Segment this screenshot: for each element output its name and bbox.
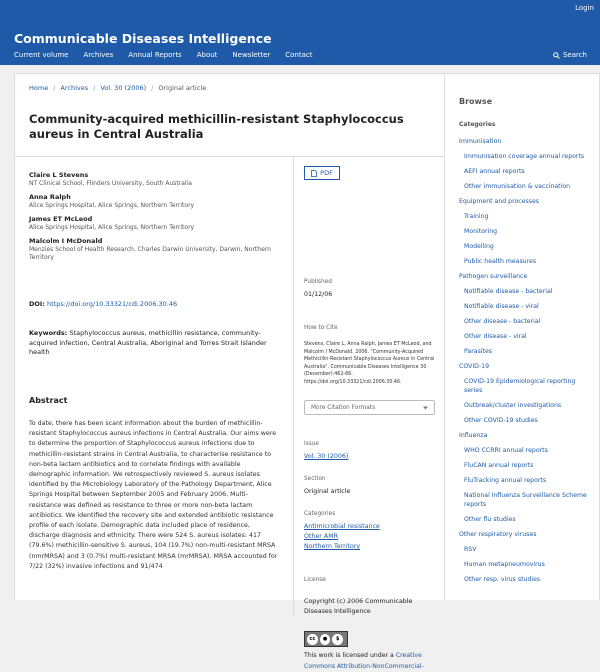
sidebar-subcategory-link[interactable]: AEFI annual reports <box>464 168 525 175</box>
breadcrumb-archives[interactable]: Archives <box>60 84 89 92</box>
divider <box>15 156 446 157</box>
breadcrumb-separator: / <box>53 84 56 92</box>
author-name: James ET McLeod <box>29 215 93 223</box>
sidebar-subcategory-link[interactable]: Outbreak/cluster investigations <box>464 402 562 409</box>
sidebar-subcategory-link[interactable]: WHO CCRRI annual reports <box>464 447 548 454</box>
sidebar-subcategory-link[interactable]: Other disease - viral <box>464 333 527 340</box>
author <box>29 193 279 210</box>
article-categories <box>304 522 380 552</box>
published-label: Published <box>304 279 332 285</box>
nav-newsletter[interactable]: Newsletter <box>232 51 271 59</box>
pdf-label: PDF <box>320 169 333 177</box>
copyright-text: Copyright (c) 2006 Communicable Diseases Intelligence <box>304 598 413 615</box>
author-name: Claire L Stevens <box>29 171 89 179</box>
column-divider <box>293 156 294 616</box>
sidebar-subcategory-link[interactable]: Other immunisation & vaccination <box>464 183 571 190</box>
published-date: 01/12/06 <box>304 291 333 298</box>
sidebar-subcategory-link[interactable]: Training <box>464 213 489 220</box>
doi-link[interactable]: https://doi.org/10.33321/cdi.2006.30.46 <box>47 300 178 308</box>
category-list <box>459 137 594 590</box>
breadcrumb <box>29 84 206 92</box>
author <box>29 171 279 188</box>
breadcrumb-current: Original article <box>158 84 207 92</box>
author-name: Malcolm I McDonald <box>29 237 103 245</box>
categories-heading: Categories <box>459 121 496 128</box>
article-main <box>14 73 445 670</box>
sidebar-subcategory-link[interactable]: Public health measures <box>464 258 537 265</box>
site-header <box>0 0 600 65</box>
nav-archives[interactable]: Archives <box>83 51 114 59</box>
license-text <box>304 651 436 672</box>
category-link[interactable]: Other AMR <box>304 533 338 540</box>
license-sentence: This work is licensed under a <box>304 652 394 659</box>
breadcrumb-separator: / <box>151 84 154 92</box>
author-affiliation: NT Clinical School, Flinders University, South Australia <box>29 180 192 187</box>
keywords-label: Keywords: <box>29 329 68 337</box>
browse-heading: Browse <box>459 97 493 106</box>
issue-link[interactable]: Vol. 30 (2006) <box>304 453 349 460</box>
sidebar-subcategory-link[interactable]: Other COVID-19 studies <box>464 417 538 424</box>
nav-about[interactable]: About <box>196 51 218 59</box>
keywords <box>29 329 279 358</box>
citation-format-select[interactable] <box>304 400 435 415</box>
sidebar-subcategory-link[interactable]: Other disease - bacterial <box>464 318 541 325</box>
breadcrumb-separator: / <box>93 84 96 92</box>
breadcrumb-issue[interactable]: Vol. 30 (2006) <box>100 84 147 92</box>
doi <box>29 300 177 308</box>
file-pdf-icon <box>311 170 317 177</box>
sidebar-category-link[interactable]: Influenza <box>459 432 488 439</box>
category-link[interactable]: Antimicrobial resistance <box>304 523 380 530</box>
keywords-value: Staphylococcus aureus, methicillin resistance, community-acquired infection, Central Australia, Aboriginal and Torres Strait Islander health <box>29 329 267 356</box>
site-title[interactable]: Communicable Diseases Intelligence <box>14 31 272 46</box>
pdf-button[interactable] <box>304 166 340 180</box>
sidebar-subcategory-link[interactable]: RSV <box>464 546 477 553</box>
sidebar-category-link[interactable]: Immunisation <box>459 138 502 145</box>
sidebar-subcategory-link[interactable]: Other flu studies <box>464 516 516 523</box>
sidebar-subcategory-link[interactable]: Other resp. virus studies <box>464 576 541 583</box>
doi-label: DOI: <box>29 300 45 308</box>
category-link[interactable]: Northern Territory <box>304 543 361 550</box>
citation-text: Stevens, Claire L, Anna Ralph, James ET McLeod, and Malcolm I McDonald. 2006. "Community-Acquired Methicillin-Resistant Staphylococcus Aureus in Central Australia". Communicable Diseases Intelligence 30 (December):462-66. https://doi.org/10.33321/cdi.2006.30.46. <box>304 342 435 385</box>
author-affiliation: Alice Springs Hospital, Alice Springs, Northern Territory <box>29 224 195 231</box>
section-label: Section <box>304 476 326 482</box>
author <box>29 215 279 232</box>
search-icon <box>553 52 560 59</box>
breadcrumb-home[interactable]: Home <box>29 84 49 92</box>
author-name: Anna Ralph <box>29 193 71 201</box>
by-icon: ● <box>320 634 331 645</box>
cc-license-badge[interactable] <box>304 631 348 647</box>
issue-label: Issue <box>304 441 319 447</box>
sidebar-subcategory-link[interactable]: National Influenza Surveillance Scheme reports <box>464 492 587 508</box>
sidebar-category-link[interactable]: COVID-19 <box>459 363 490 370</box>
main-nav <box>14 51 328 59</box>
sidebar-subcategory-link[interactable]: Monitoring <box>464 228 498 235</box>
sidebar-subcategory-link[interactable]: Immunisation coverage annual reports <box>464 153 585 160</box>
article-title: Community-acquired methicillin-resistant Staphylococcus aureus in Central Australia <box>29 112 404 141</box>
sidebar-subcategory-link[interactable]: Human metapneumovirus <box>464 561 545 568</box>
author-list <box>29 171 279 267</box>
sidebar-subcategory-link[interactable]: FluCAN annual reports <box>464 462 534 469</box>
sidebar-subcategory-link[interactable]: Notifiable disease - bacterial <box>464 288 553 295</box>
browse-sidebar <box>445 73 600 600</box>
sidebar-subcategory-link[interactable]: COVID-19 Epidemiological reporting series <box>464 378 576 394</box>
license-link[interactable]: Creative Commons Attribution-NonCommercial- <box>304 652 424 670</box>
sidebar-subcategory-link[interactable]: FluTracking annual reports <box>464 477 547 484</box>
abstract-heading: Abstract <box>29 396 68 405</box>
chevron-down-icon <box>423 406 428 410</box>
nav-contact[interactable]: Contact <box>285 51 313 59</box>
sidebar-subcategory-link[interactable]: Notifiable disease - viral <box>464 303 539 310</box>
sidebar-category-link[interactable]: Equipment and processes <box>459 198 539 205</box>
login-link[interactable]: Login <box>575 4 594 12</box>
section-value: Original article <box>304 488 351 495</box>
sidebar-category-link[interactable]: Pathogen surveillance <box>459 273 528 280</box>
abstract-text: To date, there has been scant information about the burden of methicillin-resistant Staphylococcus aureus infections in Central Australia. Our aims were to determine the proportion of Staphylococcus aureus infections due to methicillin-resistant strains in Central Australia, to characterise resistance to non-beta lactam antibiotics and to correlate findings with available demographic information. We retrospectively reviewed S. aureus isolates identified by the Microbiology Laboratory of the Pathology Department, Alice Springs Hospital between September 2005 and February 2006. Multi-resistance was defined as resistance to three or more non-beta lactam antibiotics. We identified the recovery site and extended antibiotic resistance profile of each isolate. Demographic data included place of residence, discharge diagnosis and ethnicity. There were 524 S. aureus isolates: 417 (79.6%) methicillin-sensitive S. aureus, 104 (19.7%) non-multi-resistant MRSA (nmrMRSA) and 3 (0.7%) multi-resistant MRSA (mrMRSA). MRSA accounted for 7/22 (32%) invasive infections and 91/474 <box>29 420 278 570</box>
nc-icon: $ <box>332 634 343 645</box>
cc-icon: cc <box>307 634 318 645</box>
nav-annual-reports[interactable]: Annual Reports <box>128 51 182 59</box>
nav-current-volume[interactable]: Current volume <box>14 51 69 59</box>
author <box>29 237 279 262</box>
sidebar-subcategory-link[interactable]: Modelling <box>464 243 494 250</box>
license-label: License <box>304 577 326 583</box>
author-affiliation: Alice Springs Hospital, Alice Springs, Northern Territory <box>29 202 195 209</box>
sidebar-category-link[interactable]: Other respiratory viruses <box>459 531 537 538</box>
search-button[interactable] <box>553 51 587 59</box>
search-label: Search <box>562 51 587 59</box>
citation-format-label: More Citation Formats <box>311 404 376 411</box>
sidebar-subcategory-link[interactable]: Parasites <box>464 348 492 355</box>
author-affiliation: Menzies School of Health Research, Charles Darwin University, Darwin, Northern Territory <box>29 246 271 261</box>
categories-label: Categories <box>304 511 336 517</box>
how-to-cite-label: How to Cite <box>304 325 338 331</box>
